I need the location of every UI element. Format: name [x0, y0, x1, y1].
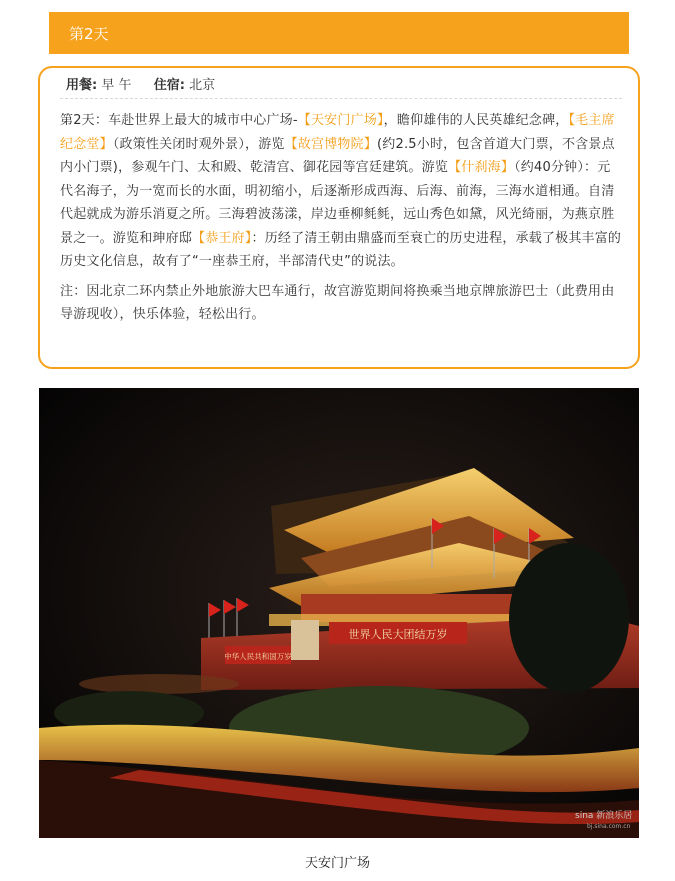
- meal-label: 用餐:: [66, 78, 98, 93]
- itinerary-box: [38, 66, 640, 369]
- banner-right-text: 世界人民大团结万岁: [348, 628, 448, 641]
- spot-gongwangfu-link[interactable]: 【恭王府】: [192, 230, 252, 246]
- banner-left-text: 中华人民共和国万岁: [224, 652, 292, 661]
- tiananmen-photo: [39, 388, 639, 838]
- travel-note: 注：因北京二环内禁止外地旅游大巴车通行，故宫游览期间将换乘当地京牌旅游巴士（此费用由导游现收），快乐体验，轻松出行。: [60, 283, 615, 322]
- desc-part: 第2天：车赴世界上最大的城市中心广场-: [60, 113, 298, 128]
- stay-value: 北京: [189, 78, 216, 93]
- desc-part: ：历经了清王朝由鼎盛而至衰亡的历史进程，承载了极其丰富的历史文化信息，故有了“一座恭王府，半部清代史”的说法。: [60, 230, 622, 269]
- photo-caption: 天安门广场: [304, 856, 370, 871]
- spot-palace-link[interactable]: 【故宫博物院】: [284, 136, 378, 152]
- desc-part: （政策性关闭时观外景），游览: [112, 136, 285, 152]
- spot-tiananmen-link[interactable]: 【天安门广场】: [297, 113, 384, 128]
- day-header: [49, 12, 629, 54]
- street-glow: [79, 674, 239, 694]
- day-description: [60, 109, 622, 274]
- spot-shichahai-link[interactable]: 【什刹海】: [448, 160, 515, 175]
- stay-label: 住宿:: [153, 78, 185, 93]
- tree-right: [509, 543, 629, 693]
- meal-value: 早 午: [101, 78, 132, 93]
- meal-row: [60, 74, 622, 99]
- spot-mao-link[interactable]: 【毛主席纪念堂】: [60, 113, 615, 152]
- day-title: 第2天: [69, 24, 109, 43]
- watermark-url: bj.sina.com.cn: [587, 823, 631, 830]
- desc-part: ，瞻仰雄伟的人民英雄纪念碑，: [383, 113, 569, 128]
- desc-part: (约2.5小时，包含首道大门票，不含景点内小门票)，参观午门、太和殿、乾清宫、御花园等宫廷建筑。游览: [60, 136, 615, 175]
- watermark: sina 新浪乐居: [575, 811, 633, 821]
- portrait: [291, 620, 319, 660]
- desc-part: （约40分钟）：元代名海子，为一宽而长的水面，明初缩小，后逐渐形成西海、后海、前海，三海水道相通。自清代起就成为游乐消夏之所。三海碧波荡漾，岸边垂柳毵毵，远山秀色如黛，风光绮丽，为燕京胜景之一。游览和珅府邸: [60, 160, 615, 246]
